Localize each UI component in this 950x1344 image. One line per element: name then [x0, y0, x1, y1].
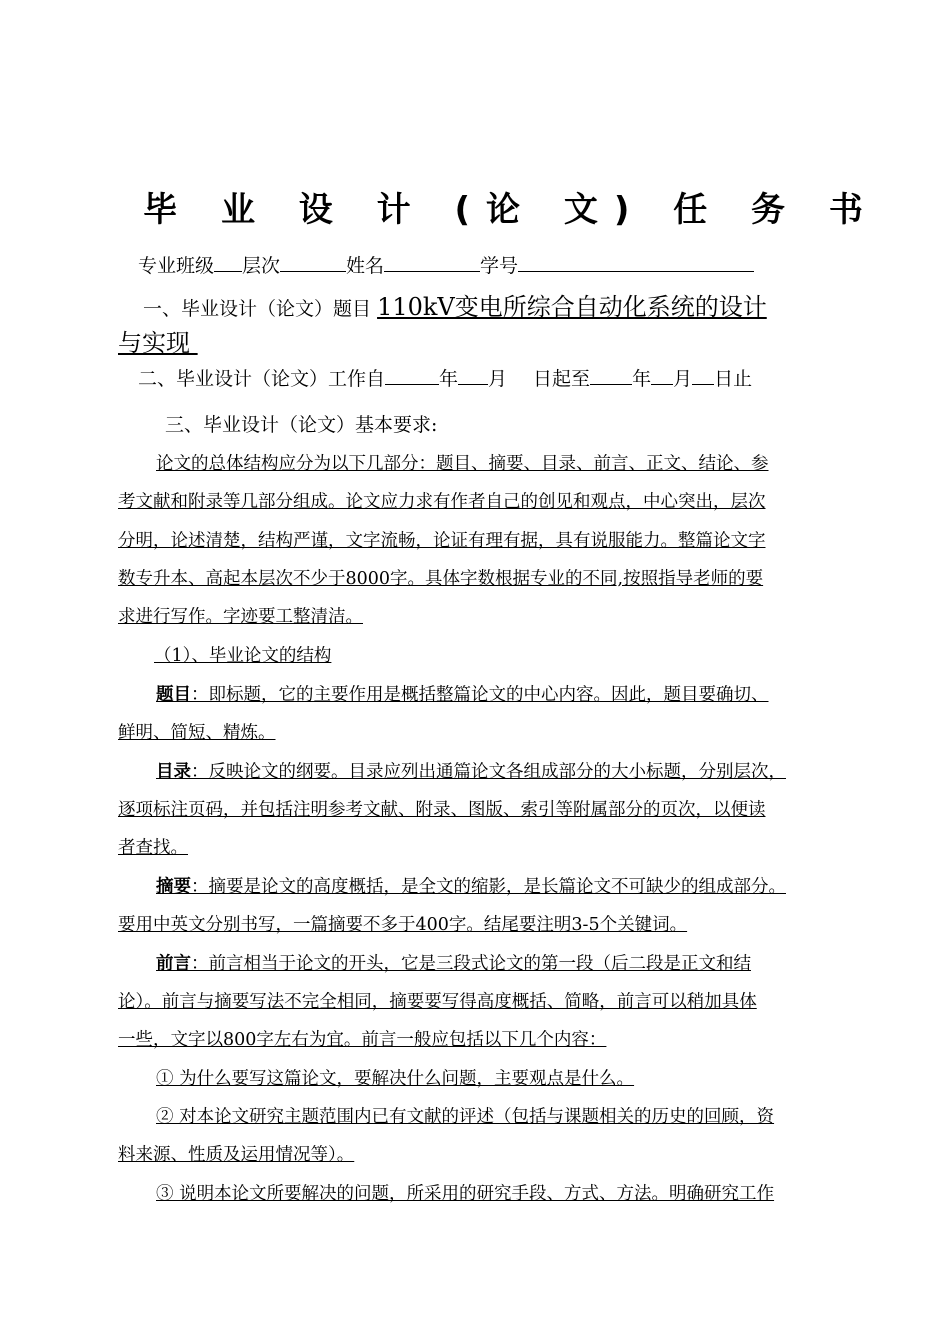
- preface-item-2: ② 对本论文研究主题范围内已有文献的评述（包括与课题相关的历史的回顾，资: [156, 1107, 775, 1127]
- preface-term: 前言: [156, 954, 191, 974]
- preface-item-1: ① 为什么要写这篇论文，要解决什么问题，主要观点是什么。: [156, 1069, 635, 1089]
- body-line: 求进行写作。字迹要工整清洁。: [118, 607, 363, 627]
- student-id-blank[interactable]: [518, 249, 754, 272]
- title-term: 题目: [156, 685, 191, 705]
- toc-section-continued: 逐项标注页码，并包括注明参考文献、附录、图版、索引等附属部分的页次，以便读: [118, 800, 766, 820]
- day-from-label: 日起至: [533, 368, 591, 390]
- month-label-2: 月: [673, 368, 693, 390]
- subject-text-line2: 与实现: [118, 329, 190, 357]
- preface-section-continued: 一些，文字以800字左右为宜。前言一般应包括以下几个内容：: [118, 1030, 607, 1050]
- title-section-continued: 鲜明、简短、精炼。: [118, 723, 276, 743]
- month-label-1: 月: [488, 368, 508, 390]
- page-title: 毕 业 设 计 (论 文) 任 务 书: [143, 190, 879, 230]
- year-label-2: 年: [632, 368, 652, 390]
- title-section: 题目：即标题，它的主要作用是概括整篇论文的中心内容。因此，题目要确切、: [156, 685, 769, 705]
- work-period-label: 二、毕业设计（论文）工作自: [138, 368, 386, 390]
- level-blank[interactable]: [280, 249, 346, 272]
- abstract-section-continued: 要用中英文分别书写，一篇摘要不多于400字。结尾要注明3-5个关键词。: [118, 915, 688, 935]
- start-year-blank[interactable]: [385, 362, 439, 385]
- preface-item-2-continued: 料来源、性质及运用情况等）。: [118, 1145, 355, 1165]
- body-line: 数专升本、高起本层次不少于8000字。具体字数根据专业的不同,按照指导老师的要: [118, 569, 764, 589]
- level-label: 层次: [242, 255, 281, 277]
- body-line: 分明，论述清楚，结构严谨，文字流畅，论证有理有据，具有说服能力。整篇论文字: [118, 531, 766, 551]
- work-period-row: [138, 362, 752, 394]
- body-line: 论文的总体结构应分为以下几部分：题目、摘要、目录、前言、正文、结论、参: [156, 454, 769, 474]
- subject-label: 一、毕业设计（论文）题目: [143, 298, 372, 320]
- major-class-label: 专业班级: [138, 255, 215, 277]
- subject-text-line1: 110kV变电所综合自动化系统的设计: [377, 293, 767, 321]
- body-line: 考文献和附录等几部分组成。论文应力求有作者自己的创见和观点，中心突出，层次: [118, 492, 766, 512]
- requirements-heading: 三、毕业设计（论文）基本要求:: [165, 414, 438, 436]
- day-to-label: 日止: [714, 368, 753, 390]
- toc-term: 目录: [156, 762, 191, 782]
- toc-section: 目录：反映论文的纲要。目录应列出通篇论文各组成部分的大小标题，分别层次，: [156, 762, 786, 782]
- end-month-blank[interactable]: [651, 362, 673, 385]
- student-id-label: 学号: [480, 255, 519, 277]
- end-day-blank[interactable]: [692, 362, 714, 385]
- major-class-blank[interactable]: [214, 249, 242, 272]
- end-year-blank[interactable]: [590, 362, 632, 385]
- subject-row: [143, 292, 767, 324]
- name-label: 姓名: [346, 255, 385, 277]
- info-row: [138, 249, 754, 281]
- abstract-term: 摘要: [156, 877, 191, 897]
- toc-section-continued: 者查找。: [118, 838, 188, 858]
- structure-heading: （1）、毕业论文的结构: [154, 646, 332, 666]
- preface-section: 前言：前言相当于论文的开头，它是三段式论文的第一段（后二段是正文和结: [156, 954, 751, 974]
- preface-section-continued: 论）。前言与摘要写法不完全相同，摘要要写得高度概括、简略，前言可以稍加具体: [118, 992, 757, 1012]
- start-month-blank[interactable]: [458, 362, 488, 385]
- subject-row-continued: [118, 328, 198, 360]
- year-label-1: 年: [439, 368, 459, 390]
- name-blank[interactable]: [384, 249, 480, 272]
- preface-item-3: ③ 说明本论文所要解决的问题，所采用的研究手段、方式、方法。明确研究工作: [156, 1184, 775, 1204]
- abstract-section: 摘要：摘要是论文的高度概括，是全文的缩影，是长篇论文不可缺少的组成部分。: [156, 877, 786, 897]
